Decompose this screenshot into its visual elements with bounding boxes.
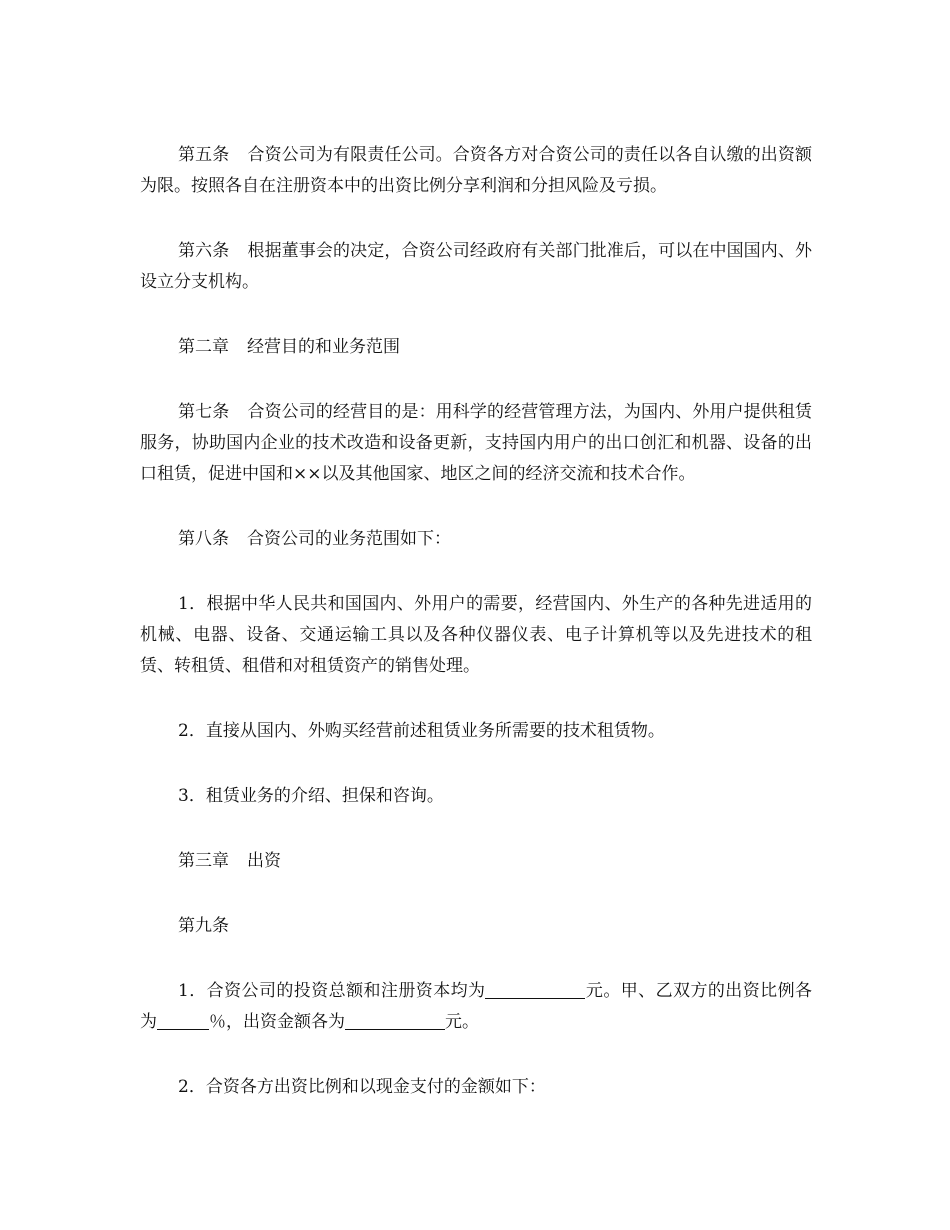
chapter-3-title: 出资: [247, 851, 281, 871]
article-9-label: 第九条: [178, 916, 229, 936]
article-9-item-1: [140, 976, 812, 1038]
article-9-item-2-text: 合资各方出资比例和以现金支付的金额如下：: [205, 1077, 546, 1097]
article-7: [140, 397, 812, 490]
article-9-item-1-part2: 元。甲、乙双方的出资比例各为: [140, 981, 813, 1032]
item-2-text: 直接从国内、外购买经营前述租赁业务所需要的技术租赁物。: [205, 721, 665, 741]
item-2-label: 2．: [178, 721, 206, 741]
article-5-label: 第五条: [178, 145, 230, 165]
chapter-2-title: 经营目的和业务范围: [247, 337, 400, 357]
article-9-item-1-part4: 元。: [445, 1012, 479, 1032]
article-7-text: 合资公司的经营目的是：用科学的经营管理方法，为国内、外用户提供租赁服务，协助国内企业的技术改造和设备更新，支持国内用户的出口创汇和机器、设备的出口租赁，促进中国和××以及其他国家、地区之间的经济交流和技术合作。: [140, 402, 813, 484]
article-5: [140, 140, 812, 202]
article-5-text: 合资公司为有限责任公司。合资各方对合资公司的责任以各自认缴的出资额为限。按照各自在注册资本中的出资比例分享利润和分担风险及亏损。: [140, 145, 813, 196]
item-3-label: 3．: [178, 786, 206, 806]
article-9-item-2: [140, 1072, 812, 1103]
article-9-item-1-label: 1．: [178, 981, 207, 1001]
chapter-3-heading: [140, 846, 812, 877]
contribution-amount-blank[interactable]: [345, 1009, 445, 1030]
item-1-text: 根据中华人民共和国国内、外用户的需要，经营国内、外生产的各种先进适用的机械、电器、设备、交通运输工具以及各种仪器仪表、电子计算机等以及先进技术的租赁、转租赁、租借和对租赁资产的销售处理。: [140, 594, 812, 676]
article-8-item-3: [140, 781, 812, 812]
chapter-2-label: 第二章: [178, 337, 229, 357]
article-8: [140, 524, 812, 555]
article-9-item-2-label: 2．: [178, 1077, 206, 1097]
article-8-item-1: [140, 589, 812, 682]
article-6-text: 根据董事会的决定，合资公司经政府有关部门批准后，可以在中国国内、外设立分支机构。: [140, 241, 813, 292]
article-8-label: 第八条: [178, 529, 229, 549]
chapter-3-label: 第三章: [178, 851, 229, 871]
article-8-text: 合资公司的业务范围如下：: [247, 529, 451, 549]
ratio-blank[interactable]: [157, 1009, 209, 1030]
document-page: [140, 140, 812, 1137]
article-9-item-1-part3: ％，出资金额各为: [209, 1012, 345, 1032]
article-8-item-2: [140, 716, 812, 747]
article-9-item-1-part1: 合资公司的投资总额和注册资本均为: [206, 981, 486, 1001]
article-6: [140, 236, 812, 298]
article-6-label: 第六条: [178, 241, 230, 261]
chapter-2-heading: [140, 332, 812, 363]
article-7-label: 第七条: [178, 402, 230, 422]
total-investment-blank[interactable]: [485, 978, 585, 999]
item-3-text: 租赁业务的介绍、担保和咨询。: [205, 786, 444, 806]
item-1-label: 1．: [178, 594, 207, 614]
article-9: [140, 911, 812, 942]
